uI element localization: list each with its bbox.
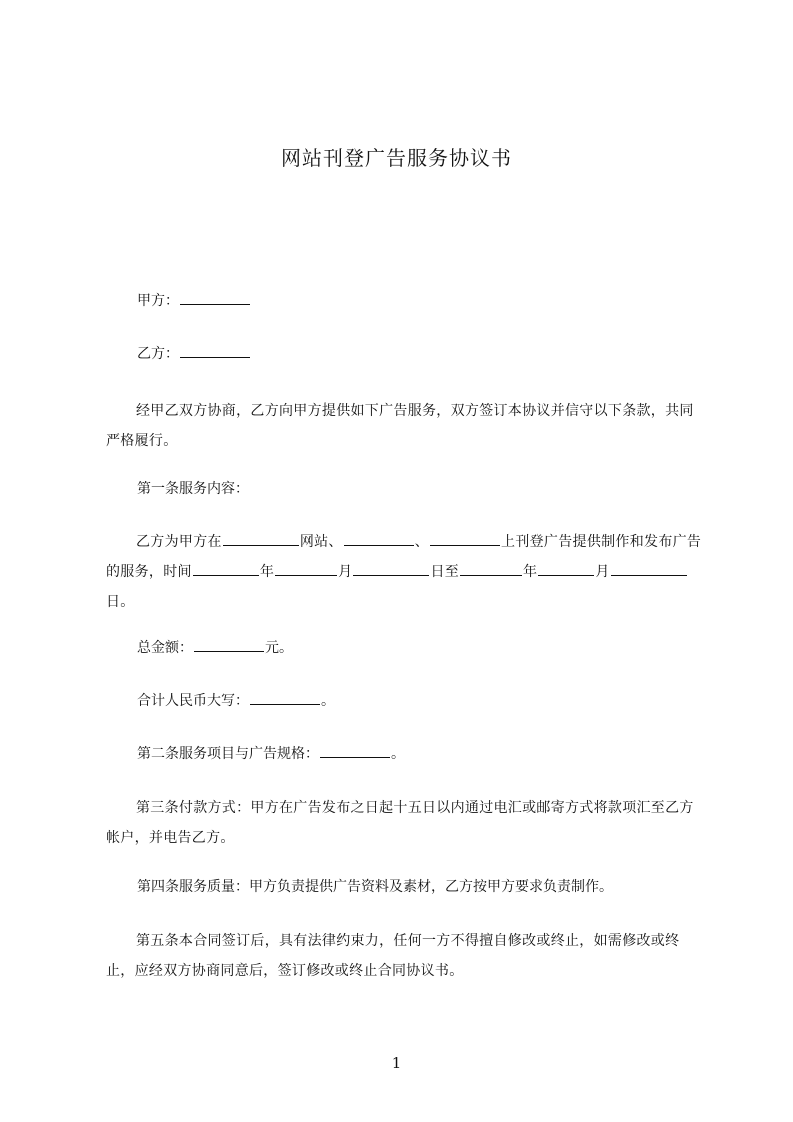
article1-text-6: 月 <box>338 564 353 580</box>
total-amount-suffix: 元。 <box>265 640 293 656</box>
article1-text-9: 月 <box>595 564 610 580</box>
article3-paragraph: 第三条付款方式：甲方在广告发布之日起十五日以内通过电汇或邮寄方式将款项汇至乙方帐户，并电告乙方。 <box>106 800 694 846</box>
article2-line <box>137 743 405 765</box>
total-amount-blank <box>194 637 264 652</box>
party-b-blank <box>180 343 250 358</box>
website-blank-1 <box>223 531 299 546</box>
total-amount-label: 总金额： <box>137 640 193 656</box>
article1-text-4: 上刊登广告提供制作和发布广告的服务，时间 <box>106 534 702 580</box>
document-title: 网站刊登广告服务协议书 <box>281 146 512 170</box>
party-a-label: 甲方： <box>137 293 179 309</box>
article1-text-7: 日至 <box>430 564 460 580</box>
article2-suffix: 。 <box>391 746 405 762</box>
party-a-line <box>137 290 251 312</box>
website-blank-2 <box>344 531 414 546</box>
article1-heading: 第一条服务内容： <box>137 481 249 497</box>
article4-line: 第四条服务质量：甲方负责提供广告资料及素材，乙方按甲方要求负责制作。 <box>137 879 613 895</box>
article1-paragraph <box>106 527 704 617</box>
intro-paragraph: 经甲乙双方协商，乙方向甲方提供如下广告服务，双方签订本协议并信守以下条款，共同严格履行。 <box>106 403 694 449</box>
article2-blank <box>320 743 390 758</box>
rmb-amount-blank <box>250 690 320 705</box>
article1-text-5: 年 <box>259 564 275 580</box>
party-b-line <box>137 343 251 365</box>
article1-text-8: 年 <box>523 564 538 580</box>
article5-paragraph: 第五条本合同签订后，具有法律约束力，任何一方不得擅自修改或终止，如需修改或终止，应经双方协商同意后，签订修改或终止合同协议书。 <box>106 933 680 979</box>
rmb-amount-line <box>137 690 335 712</box>
start-month-blank <box>275 561 337 576</box>
party-a-blank <box>180 290 250 305</box>
article1-text-10: 日。 <box>106 594 135 610</box>
page-number: 1 <box>391 1054 402 1072</box>
rmb-amount-label: 合计人民币大写： <box>137 693 249 709</box>
end-year-blank <box>460 561 522 576</box>
party-b-label: 乙方： <box>137 346 179 362</box>
article1-text-1: 乙方为甲方在 <box>136 534 222 550</box>
start-year-blank <box>193 561 259 576</box>
start-day-blank <box>353 561 429 576</box>
website-blank-3 <box>430 531 500 546</box>
article1-text-2: 网站、 <box>299 534 343 550</box>
article2-label: 第二条服务项目与广告规格： <box>137 746 319 762</box>
total-amount-line <box>137 637 293 659</box>
article1-text-3: 、 <box>414 534 430 550</box>
rmb-amount-suffix: 。 <box>321 693 335 709</box>
end-day-blank <box>611 561 687 576</box>
end-month-blank <box>538 561 594 576</box>
